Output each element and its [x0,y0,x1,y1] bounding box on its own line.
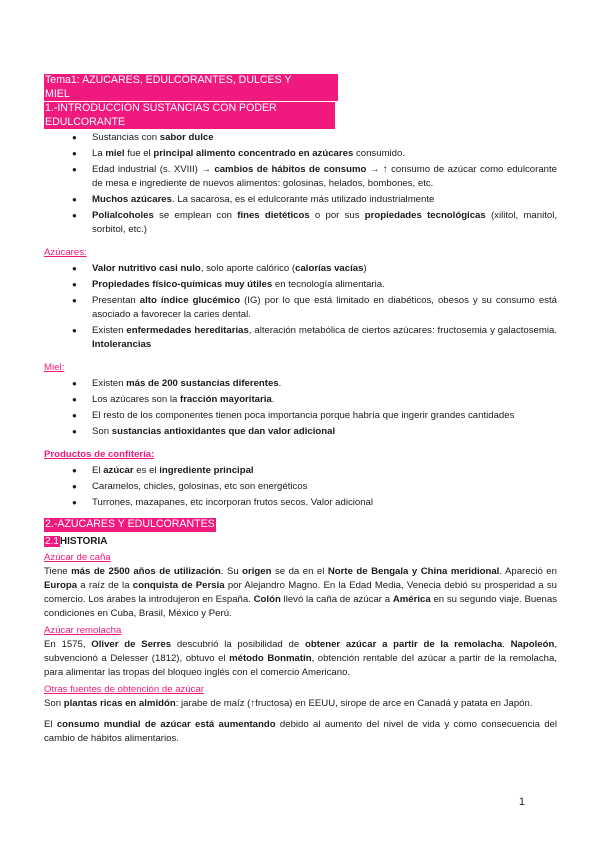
list-item: ● Valor nutritivo casi nulo, solo aporte calórico (calorías vacías) [92,262,557,276]
document-title [44,74,337,101]
title-line-2: MIEL [44,88,338,102]
document-page [44,74,557,746]
list-item: ● Caramelos, chicles, golosinas, etc son energéticos [92,480,557,494]
cana-heading: Azúcar de caña [44,552,111,563]
remolacha-heading: Azúcar remolacha [44,625,122,636]
cana-paragraph: Tiene más de 2500 años de utilización. Su origen se da en el Norte de Bengala y China meridional. Apareció en Europa a raíz de la conquista de Persia por Alejandro Magno. En la Edad Media, Venecia debió su prosperidad a su comercio. Los árabes la introdujeron en España. Colón llevó la caña de azúcar a América en su segundo viaje. Buenas condiciones en Cuba, Brasil, México y Perú. [44,566,557,619]
historia-number: 2.1 [45,536,59,547]
confiteria-list [44,464,557,510]
list-item: ● Los azúcares son la fracción mayoritaria. [92,393,557,407]
list-item: ● El resto de los componentes tienen poca importancia porque habría que ingerir grandes cantidades [92,409,557,423]
remolacha-paragraph: En 1575, Oliver de Serres descubrió la posibilidad de obtener azúcar a partir de la remolacha. Napoleón, subvencionó a Delesser (1812), obtuvo el método Bonmatin, obtención rentable del azúcar a partir de la remolacha, para alimentar las tropas del bloqueo inglés con el comercio Americano. [44,639,557,678]
page-number: 1 [518,796,525,808]
list-item: ● Edad industrial (s. XVIII) → cambios de hábitos de consumo → ↑ consumo de azúcar como edulcorante de mesa e ingrediente de nuevos alimentos: golosinas, helados, bombones, etc. [92,163,557,191]
list-item: ● Existen enfermedades hereditarias, alteración metabólica de ciertos azúcares: fructosemia y galactosemia. Intolerancias [92,324,557,352]
list-item: ● La miel fue el principal alimento concentrado en azúcares consumido. [92,147,557,161]
intro-list [44,131,557,237]
list-item: ● Turrones, mazapanes, etc incorporan frutos secos. Valor adicional [92,496,557,510]
otras-fuentes-heading: Otras fuentes de obtención de azúcar [44,684,204,695]
list-item: ● Muchos azúcares. La sacarosa, es el edulcorante más utilizado industrialmente [92,193,557,207]
list-item: ● El azúcar es el ingrediente principal [92,464,557,478]
azucares-heading: Azúcares: [44,247,87,258]
list-item: ● Son sustancias antioxidantes que dan valor adicional [92,425,557,439]
list-item: ● Propiedades físico-químicas muy útiles en tecnología alimentaria. [92,278,557,292]
historia-heading [44,535,557,549]
consumo-paragraph: El consumo mundial de azúcar está aumentando debido al aumento del nivel de vida y como consecuencia del cambio de hábitos alimentarios. [44,719,558,744]
otras-fuentes-paragraph: Son plantas ricas en almidón: jarabe de maíz (↑fructosa) en EEUU, sirope de arce en Canadá y patata en Japón. [44,698,533,709]
azucares-list [44,262,557,352]
confiteria-heading: Productos de confitería: [44,449,155,460]
list-item: ● Presentan alto índice glucémico (IG) por lo que está limitado en diabéticos, obesos y su consumo está asociado a favorecer la caries dental. [92,294,557,322]
miel-list [44,377,557,439]
section-1-heading: 1.-INTRODUCCIÓN SUSTANCIAS CON PODER EDULCORANTE [44,102,335,129]
list-item: ● Polialcoholes se emplean con fines dietéticos o por sus propiedades tecnológicas (xilitol, manitol, sorbitol, etc.) [92,209,557,237]
title-line-1: Tema1: AZÚCARES, EDULCORANTES, DULCES Y [44,74,338,88]
list-item: ● Existen más de 200 sustancias diferentes. [92,377,557,391]
list-item: ● Sustancias con sabor dulce [92,131,557,145]
historia-label: HISTORIA [59,536,108,547]
miel-heading: Miel: [44,362,65,373]
section-2-heading: 2.-AZÚCARES Y EDULCORANTES [45,518,215,530]
